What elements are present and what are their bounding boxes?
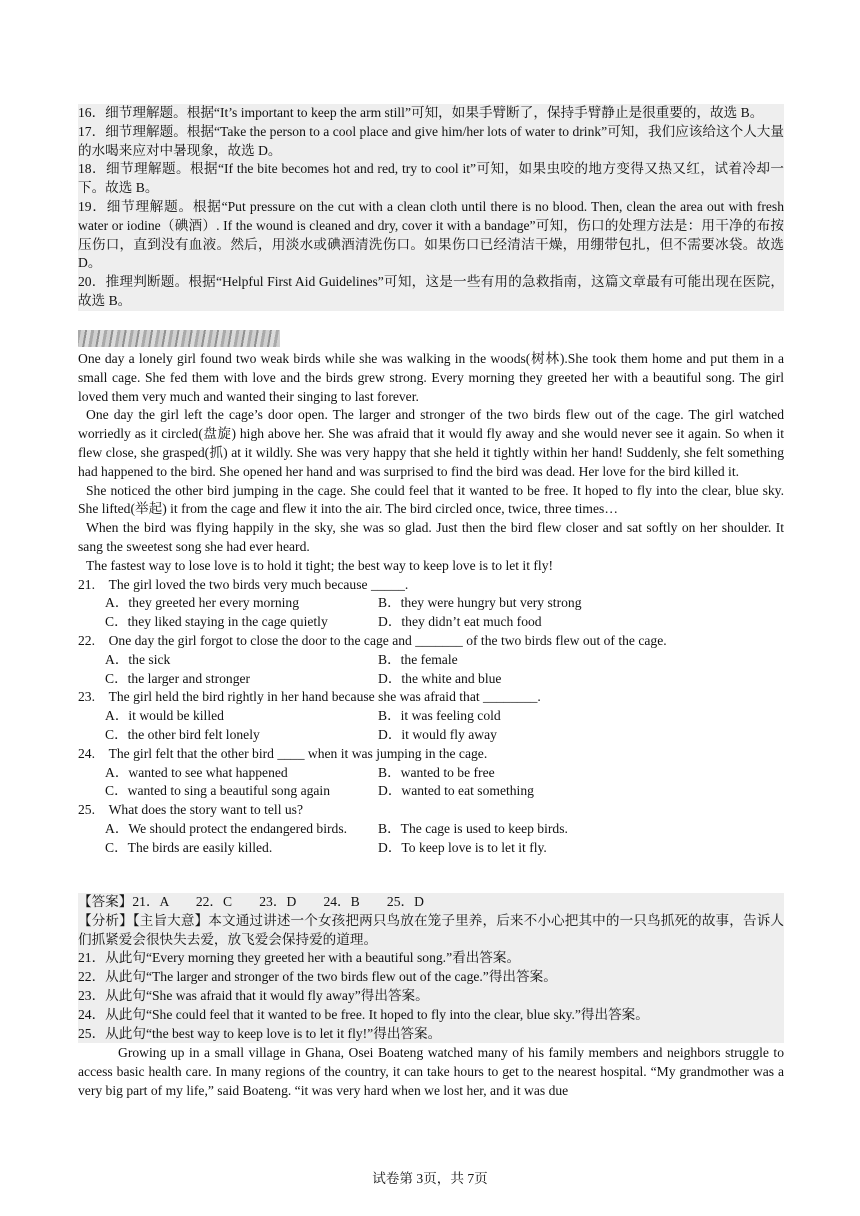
option-c: C．The birds are easily killed. — [105, 839, 273, 855]
question-23 — [78, 688, 784, 744]
story-passage — [78, 350, 784, 858]
option-d: D．they didn’t eat much food — [378, 614, 542, 630]
option-b: B．the female — [378, 651, 458, 667]
option-b: B．wanted to be free — [378, 764, 495, 780]
explanation-18: 18．细节理解题。根据“If the bite becomes hot and red, try to cool it”可知，如果虫咬的地方变得又热又红，试着冷却一下。故选 B。 — [78, 161, 784, 196]
story-paragraph: One day the girl left the cage’s door open. The larger and stronger of the two birds flew out of the cage. The girl watched worriedly as it circled(盘旋) high above her. She was afraid that it would fly away and she would never see it again. So when it flew close, she grasped(抓) at it wildly. She was very happy that she held it tightly within her hand! Suddenly, she felt something had happened to the bird. She opened her hand and was surprised to find the bird was dead. Her love for the bird killed it. — [78, 407, 784, 479]
analysis-item: 25．从此句“the best way to keep love is to let it fly!”得出答案。 — [78, 1025, 442, 1041]
explanations-16-20 — [78, 104, 784, 311]
analysis-item: 21．从此句“Every morning they greeted her with a beautiful song.”看出答案。 — [78, 950, 521, 966]
question-25 — [78, 801, 784, 857]
explanation-19: 19．细节理解题。根据“Put pressure on the cut with a clean cloth until there is no blood. Then, clean the area out with fresh water or iodine（碘酒）. If the wound is cleaned and dry, cover it with a bandage”可知，伤口的处理方法是：用干净的布按压伤口，直到没有血液。然后，用淡水或碘酒清洗伤口。如果伤口已经清洁干燥，用绷带包扎，但不需要冰袋。故选 D。 — [78, 198, 784, 271]
story-paragraph: When the bird was flying happily in the sky, she was so glad. Just then the bird flew closer and sat softly on her shoulder. It sang the sweetest song she had ever heard. — [78, 520, 784, 554]
question-stem: 22. One day the girl forgot to close the door to the cage and _______ of the two birds flew out of the cage. — [78, 632, 667, 648]
question-24 — [78, 745, 784, 801]
option-c: C．wanted to sing a beautiful song again — [105, 783, 331, 799]
answer-line: 【答案】21．A 22．C 23．D 24．B 25．D — [78, 894, 424, 909]
option-a: A．they greeted her every morning — [105, 595, 300, 611]
next-passage-paragraph: Growing up in a small village in Ghana, Osei Boateng watched many of his family members and neighbors struggle to access basic health care. In many regions of the country, it can take hours to get to the nearest hospital. “My grandmother was a very big part of my life,” said Boateng. “it was very hard when we lost her, and it was due — [78, 1045, 784, 1098]
option-d: D．To keep love is to let it fly. — [378, 839, 547, 855]
explanation-16: 16．细节理解题。根据“It’s important to keep the arm still”可知，如果手臂断了，保持手臂静止是很重要的，故选 B。 — [78, 105, 764, 120]
answers-analysis — [78, 893, 784, 1043]
option-c: C．they liked staying in the cage quietly — [105, 614, 328, 630]
story-paragraph: She noticed the other bird jumping in the cage. She could feel that it wanted to be free. It hoped to fly into the clear, blue sky. She lifted(举起) it from the cage and flew it into the air. The bird circled once, twice, three times… — [78, 482, 784, 517]
story-paragraph: One day a lonely girl found two weak birds while she was walking in the woods(树林).She took them home and put them in a small cage. She fed them with love and the birds grew strong. Every morning they greeted her with a beautiful song. The girl loved them very much and wanted their singing to last forever. — [78, 351, 784, 404]
option-b: B．it was feeling cold — [378, 708, 501, 724]
option-a: A．We should protect the endangered birds. — [105, 820, 348, 836]
option-a: A．it would be killed — [105, 708, 224, 724]
option-d: D．wanted to eat something — [378, 783, 534, 799]
explanation-20: 20．推理判断题。根据“Helpful First Aid Guidelines”可知，这是一些有用的急救指南，这篇文章最有可能出现在医院，故选 B。 — [78, 274, 784, 308]
option-d: D．the white and blue — [378, 670, 502, 686]
analysis-item: 24．从此句“She could feel that it wanted to be free. It hoped to fly into the clear, blue sky.”得出答案。 — [78, 1006, 649, 1022]
analysis-item: 23．从此句“She was afraid that it would fly away”得出答案。 — [78, 987, 429, 1003]
question-stem: 25. What does the story want to tell us? — [78, 802, 304, 818]
question-stem: 21. The girl loved the two birds very much because _____. — [78, 576, 409, 592]
option-a: A．wanted to see what happened — [105, 764, 288, 780]
analysis-item: 22．从此句“The larger and stronger of the two birds flew out of the cage.”得出答案。 — [78, 969, 557, 985]
story-paragraph: The fastest way to lose love is to hold it tight; the best way to keep love is to let it fly! — [86, 557, 554, 573]
option-c: C．the other bird felt lonely — [105, 726, 260, 742]
option-b: B．they were hungry but very strong — [378, 595, 582, 611]
decorative-texture-image — [78, 330, 280, 347]
option-b: B．The cage is used to keep birds. — [378, 820, 568, 836]
question-22 — [78, 632, 784, 688]
question-stem: 24. The girl felt that the other bird ____ when it was jumping in the cage. — [78, 745, 488, 761]
page-footer: 试卷第 3页，共 7页 — [372, 1171, 488, 1186]
option-d: D．it would fly away — [378, 726, 497, 742]
next-passage — [78, 1044, 784, 1100]
option-c: C．the larger and stronger — [105, 670, 251, 686]
option-a: A．the sick — [105, 651, 171, 667]
question-21 — [78, 576, 784, 632]
analysis-summary: 【分析】【主旨大意】本文通过讲述一个女孩把两只鸟放在笼子里养，后来不小心把其中的一只鸟抓死的故事，告诉人们抓紧爱会很快失去爱，放飞爱会保持爱的道理。 — [78, 912, 784, 947]
question-stem: 23. The girl held the bird rightly in her hand because she was afraid that ________. — [78, 689, 541, 705]
explanation-17: 17．细节理解题。根据“Take the person to a cool place and give him/her lots of water to drink”可知，我们应该给这个人大量的水喝来应对中暑现象，故选 D。 — [78, 123, 784, 158]
